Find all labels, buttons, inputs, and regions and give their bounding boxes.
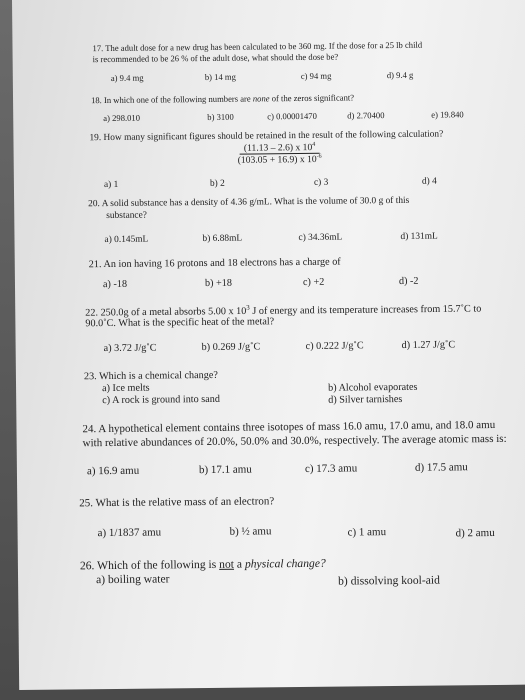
q26-stem-emphasis: physical change? <box>244 556 326 571</box>
q20-option-c[interactable]: c) 34.36mL <box>298 232 343 244</box>
q20-stem-line1: 20. A solid substance has a density of 4.36 g/mL. What is the volume of 30.0 g of this <box>88 195 410 210</box>
q17-option-b[interactable]: b) 14 mg <box>204 71 236 82</box>
q26-stem <box>80 557 326 573</box>
q25-option-b[interactable]: b) ½ amu <box>229 525 272 538</box>
q26-stem-before: 26. Which of the following is <box>79 557 220 573</box>
q21-option-c[interactable]: c) +2 <box>302 276 325 288</box>
q18-option-d[interactable]: d) 2.70400 <box>347 110 385 121</box>
q19-numerator-exponent: 4 <box>312 141 316 148</box>
q20-stem-line2: substance? <box>106 210 147 222</box>
q24-stem-line2: with relative abundances of 20.0%, 50.0% and 30.0%, respectively. The average atomic mass is: <box>82 432 507 450</box>
q19-denominator <box>220 154 340 166</box>
q18-stem-after: of the zeros significant? <box>269 92 355 104</box>
q26-option-b[interactable]: b) dissolving kool-aid <box>338 573 440 588</box>
q18-option-c[interactable]: c) 0.00001470 <box>267 110 317 122</box>
q24-option-d[interactable]: d) 17.5 amu <box>414 461 468 474</box>
q26-option-a[interactable]: a) boiling water <box>96 572 170 587</box>
q22-stem-line2: 90.0˚C. What is the specific heat of the metal? <box>85 316 275 330</box>
q24-option-a[interactable]: a) 16.9 amu <box>86 464 140 478</box>
q20-option-d[interactable]: d) 131mL <box>400 231 438 242</box>
q23-option-a[interactable]: a) Ice melts <box>102 382 150 395</box>
q22-stem-line1-a: 22. 250.0g of a metal absorbs 5.00 x 10 <box>85 305 247 319</box>
q21-stem: 21. An ion having 16 protons and 18 electrons has a charge of <box>88 256 341 271</box>
q18-option-e[interactable]: e) 19.840 <box>431 109 464 120</box>
q20-option-a[interactable]: a) 0.145mL <box>104 234 149 246</box>
q18-stem-before: 18. In which one of the following numbers are <box>91 93 253 106</box>
q18-stem <box>91 92 354 105</box>
q23-stem: 23. Which is a chemical change? <box>83 369 218 383</box>
q21-option-d[interactable]: d) -2 <box>398 275 419 287</box>
q18-option-a[interactable]: a) 298.010 <box>103 112 141 124</box>
q19-option-b[interactable]: b) 2 <box>209 178 225 189</box>
q17-stem-line2: is recommended to be 26 % of the adult dose, what should the dose be? <box>92 51 339 65</box>
q25-option-d[interactable]: d) 2 amu <box>455 526 495 540</box>
q22-option-b[interactable]: b) 0.269 J/g˚C <box>201 341 261 354</box>
q17-option-a[interactable]: a) 9.4 mg <box>110 72 144 83</box>
q17-stem-line1: 17. The adult dose for a new drug has been calculated to be 360 mg. If the dose for a 25 lb child <box>92 39 423 54</box>
q19-option-a[interactable]: a) 1 <box>103 179 119 191</box>
q22-stem-line1 <box>85 301 481 319</box>
q22-option-c[interactable]: c) 0.222 J/g˚C <box>305 340 364 352</box>
q17-option-d[interactable]: d) 9.4 g <box>386 69 414 81</box>
q19-option-d[interactable]: d) 4 <box>421 176 437 187</box>
q25-stem: 25. What is the relative mass of an electron? <box>79 495 275 510</box>
q18-stem-emphasis: none <box>252 93 270 104</box>
worksheet-paper <box>12 0 525 690</box>
q25-option-a[interactable]: a) 1/1837 amu <box>97 526 162 540</box>
q24-option-b[interactable]: b) 17.1 amu <box>198 463 252 477</box>
q25-option-c[interactable]: c) 1 amu <box>347 526 387 539</box>
q18-option-b[interactable]: b) 3100 <box>207 111 234 122</box>
q24-option-c[interactable]: c) 17.3 amu <box>304 462 358 475</box>
q19-numerator <box>240 142 320 155</box>
q19-numerator-text: (11.13 – 2.6) x 10 <box>243 142 313 154</box>
q23-option-b[interactable]: b) Alcohol evaporates <box>328 381 418 394</box>
q26-stem-not: not <box>219 557 235 571</box>
q19-fraction <box>220 142 340 167</box>
q19-denominator-text: (103.05 + 16.9) x 10 <box>237 154 317 167</box>
q22-stem-line1-b: J of energy and its temperature increases from 15.7˚C to <box>249 303 482 317</box>
q20-option-b[interactable]: b) 6.88mL <box>202 233 243 245</box>
q23-option-d[interactable]: d) Silver tarnishes <box>328 393 403 406</box>
q21-option-a[interactable]: a) -18 <box>102 278 128 291</box>
q19-denominator-exponent: -6 <box>316 153 322 161</box>
worksheet-page <box>12 0 525 700</box>
q22-stem-exponent: 3 <box>246 303 250 312</box>
q22-option-d[interactable]: d) 1.27 J/g˚C <box>401 339 456 351</box>
q21-option-b[interactable]: b) +18 <box>204 277 233 289</box>
q26-stem-mid: a <box>233 557 245 571</box>
q22-option-a[interactable]: a) 3.72 J/g˚C <box>103 342 157 355</box>
q17-option-c[interactable]: c) 94 mg <box>300 70 332 81</box>
q24-stem-line1: 24. A hypothetical element contains three isotopes of mass 16.0 amu, 17.0 amu, and 18.0 amu <box>82 418 496 436</box>
q19-stem: 19. How many significant figures should be retained in the result of the following calculation? <box>89 129 444 144</box>
q19-option-c[interactable]: c) 3 <box>313 177 329 188</box>
q23-option-c[interactable]: c) A rock is ground into sand <box>102 393 220 407</box>
